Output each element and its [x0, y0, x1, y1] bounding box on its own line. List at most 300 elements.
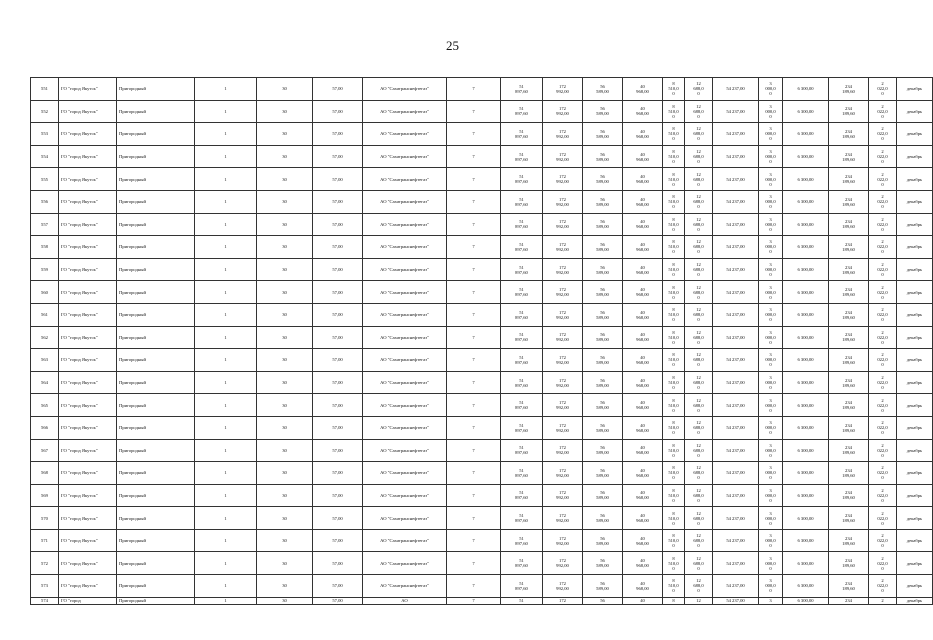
- table-cell-col10: 56 589,00: [583, 326, 623, 349]
- table-cell-col1: ГО "город Якутск": [59, 394, 117, 417]
- table-cell-col16: 6 300,00: [783, 439, 829, 462]
- table-cell-col16: 6 300,00: [783, 529, 829, 552]
- table-cell-col2: Пригородный: [117, 439, 195, 462]
- table-cell-col9: 172 992,00: [543, 78, 583, 101]
- table-cell-col12: 8 510,0 0: [663, 100, 685, 123]
- table-cell-col1: ГО "город Якутск": [59, 462, 117, 485]
- table-cell-col10: 56 589,00: [583, 394, 623, 417]
- table-cell-col13: 12 688,0 0: [685, 145, 713, 168]
- table-cell-col2: Пригородный: [117, 507, 195, 530]
- table-cell-col19: декабрь: [897, 281, 933, 304]
- row-number: 566: [31, 416, 59, 439]
- table-cell-col18: 2 022,0 0: [869, 484, 897, 507]
- table-cell-col6: АО "Сахатранснефтегаз": [363, 100, 447, 123]
- table-cell-col3: 1: [195, 303, 257, 326]
- table-cell-col4: 30: [257, 145, 313, 168]
- table-cell-col10: 56 589,00: [583, 213, 623, 236]
- table-cell-col19: декабрь: [897, 145, 933, 168]
- table-cell-col16: 6 300,00: [783, 462, 829, 485]
- table-cell-col11: 40 968,00: [623, 349, 663, 372]
- table-cell-col9: 172 992,00: [543, 394, 583, 417]
- table-cell-col9: 172 992,00: [543, 190, 583, 213]
- table-cell-col2: Пригородный: [117, 326, 195, 349]
- table-cell-col1: ГО "город Якутск": [59, 190, 117, 213]
- table-cell-col9: 172 992,00: [543, 236, 583, 259]
- table-cell-col12: 8 510,0 0: [663, 462, 685, 485]
- table-cell-col8: 51 897,60: [501, 394, 543, 417]
- table-cell-col14: 54 237,00: [713, 145, 759, 168]
- table-cell-col15: 3 000,0 0: [759, 123, 783, 146]
- table-cell-col12: 8 510,0 0: [663, 394, 685, 417]
- table-cell-col6: АО "Сахатранснефтегаз": [363, 349, 447, 372]
- table-cell-col5: 57,00: [313, 597, 363, 604]
- table-cell-col19: декабрь: [897, 326, 933, 349]
- table-cell-col1: ГО "город Якутск": [59, 123, 117, 146]
- table-cell-col8: 51 897,60: [501, 439, 543, 462]
- table-cell-col5: 57,00: [313, 529, 363, 552]
- table-cell-col3: 1: [195, 78, 257, 101]
- table-cell-col5: 57,00: [313, 281, 363, 304]
- table-cell-col2: Пригородный: [117, 552, 195, 575]
- table-cell-col16: 6 300,00: [783, 190, 829, 213]
- table-cell-col9: 172 992,00: [543, 529, 583, 552]
- table-cell-col8: 51 897,60: [501, 575, 543, 598]
- table-row: [31, 462, 933, 485]
- table-cell-col11: 40 968,00: [623, 507, 663, 530]
- table-cell-col4: 30: [257, 439, 313, 462]
- table-cell-col16: 6 300,00: [783, 168, 829, 191]
- table-cell-col11: 40 968,00: [623, 78, 663, 101]
- table-cell-col9: 172 992,00: [543, 213, 583, 236]
- table-cell-col9: 172 992,00: [543, 281, 583, 304]
- table-cell-col12: 8 510,0 0: [663, 349, 685, 372]
- table-row: [31, 123, 933, 146]
- table-row: [31, 394, 933, 417]
- table-cell-col16: 6 300,00: [783, 575, 829, 598]
- table-cell-col18: 2 022,0 0: [869, 123, 897, 146]
- table-cell-col18: 2 022,0 0: [869, 78, 897, 101]
- table-cell-col11: 40 968,00: [623, 326, 663, 349]
- row-number: 570: [31, 507, 59, 530]
- table-cell-col12: 8 510,0 0: [663, 303, 685, 326]
- table-cell-col2: Пригородный: [117, 575, 195, 598]
- table-cell-col4: 30: [257, 597, 313, 604]
- table-cell-col4: 30: [257, 123, 313, 146]
- table-cell-col16: 6 300,00: [783, 349, 829, 372]
- table-cell-col5: 57,00: [313, 78, 363, 101]
- table-cell-col17: 234 189,60: [829, 236, 869, 259]
- table-cell-col15: 3 000,0 0: [759, 303, 783, 326]
- table-cell-col6: АО "Сахатранснефтегаз": [363, 145, 447, 168]
- table-cell-col3: 1: [195, 213, 257, 236]
- table-cell-col6: АО "Сахатранснефтегаз": [363, 123, 447, 146]
- table-cell-col8: 51 897,60: [501, 349, 543, 372]
- table-cell-col5: 57,00: [313, 394, 363, 417]
- row-number: 555: [31, 168, 59, 191]
- table-cell-col19: декабрь: [897, 575, 933, 598]
- table-cell-col5: 57,00: [313, 168, 363, 191]
- table-cell-col19: декабрь: [897, 258, 933, 281]
- table-cell-col2: Пригородный: [117, 371, 195, 394]
- table-cell-col18: 2 022,0 0: [869, 439, 897, 462]
- table-row: [31, 529, 933, 552]
- table-cell-col10: 56 589,00: [583, 462, 623, 485]
- table-cell-col15: 3: [759, 597, 783, 604]
- table-cell-col4: 30: [257, 190, 313, 213]
- table-cell-col3: 1: [195, 529, 257, 552]
- table-cell-col14: 54 237,00: [713, 190, 759, 213]
- table-cell-col11: 40 968,00: [623, 123, 663, 146]
- table-cell-col8: 51 897,60: [501, 236, 543, 259]
- table-cell-col17: 234 189,60: [829, 529, 869, 552]
- table-cell-col10: 56 589,00: [583, 145, 623, 168]
- table-cell-col4: 30: [257, 326, 313, 349]
- row-number: 572: [31, 552, 59, 575]
- table-cell-col3: 1: [195, 597, 257, 604]
- table-cell-col14: 54 237,00: [713, 168, 759, 191]
- table-cell-col7: 7: [447, 281, 501, 304]
- table-cell-col11: 40 968,00: [623, 575, 663, 598]
- table-cell-col5: 57,00: [313, 145, 363, 168]
- table-cell-col7: 7: [447, 258, 501, 281]
- table-cell-col1: ГО "город Якутск": [59, 484, 117, 507]
- table-cell-col2: Пригородный: [117, 416, 195, 439]
- table-cell-col15: 3 000,0 0: [759, 213, 783, 236]
- table-cell-col15: 3 000,0 0: [759, 168, 783, 191]
- table-cell-col17: 234 189,60: [829, 303, 869, 326]
- table-cell-col19: декабрь: [897, 213, 933, 236]
- table-row: [31, 258, 933, 281]
- table-cell-col16: 6 300,00: [783, 281, 829, 304]
- table-cell-col11: 40 968,00: [623, 236, 663, 259]
- table-cell-col14: 54 237,00: [713, 236, 759, 259]
- table-cell-col19: декабрь: [897, 507, 933, 530]
- table-cell-col15: 3 000,0 0: [759, 529, 783, 552]
- table-cell-col14: 54 237,00: [713, 326, 759, 349]
- table-cell-col2: Пригородный: [117, 394, 195, 417]
- table-cell-col2: Пригородный: [117, 123, 195, 146]
- table-cell-col3: 1: [195, 371, 257, 394]
- table-cell-col13: 12 688,0 0: [685, 326, 713, 349]
- table-row: [31, 303, 933, 326]
- table-cell-col9: 172 992,00: [543, 507, 583, 530]
- table-cell-col10: 56 589,00: [583, 439, 623, 462]
- table-cell-col15: 3 000,0 0: [759, 552, 783, 575]
- row-number: 559: [31, 258, 59, 281]
- table-cell-col4: 30: [257, 281, 313, 304]
- table-cell-col18: 2 022,0 0: [869, 394, 897, 417]
- table-cell-col16: 6 300,00: [783, 394, 829, 417]
- table-cell-col8: 51 897,60: [501, 168, 543, 191]
- table-cell-col19: декабрь: [897, 100, 933, 123]
- table-cell-col19: декабрь: [897, 168, 933, 191]
- table-cell-col12: 8 510,0 0: [663, 258, 685, 281]
- table-cell-col5: 57,00: [313, 462, 363, 485]
- table-cell-col6: АО "Сахатранснефтегаз": [363, 236, 447, 259]
- table-cell-col7: 7: [447, 190, 501, 213]
- table-cell-col11: 40 968,00: [623, 462, 663, 485]
- table-cell-col11: 40 968,00: [623, 529, 663, 552]
- table-cell-col15: 3 000,0 0: [759, 575, 783, 598]
- table-cell-col6: АО "Сахатранснефтегаз": [363, 190, 447, 213]
- table-cell-col4: 30: [257, 507, 313, 530]
- table-cell-col2: Пригородный: [117, 100, 195, 123]
- table-cell-col17: 234 189,60: [829, 439, 869, 462]
- table-cell-col18: 2 022,0 0: [869, 236, 897, 259]
- row-number: 567: [31, 439, 59, 462]
- table-cell-col17: 234 189,60: [829, 416, 869, 439]
- table-cell-col18: 2 022,0 0: [869, 281, 897, 304]
- table-cell-col11: 40 968,00: [623, 484, 663, 507]
- table-cell-col19: декабрь: [897, 394, 933, 417]
- table-cell-col17: 234 189,60: [829, 371, 869, 394]
- table-cell-col13: 12 688,0 0: [685, 552, 713, 575]
- table-cell-col18: 2 022,0 0: [869, 326, 897, 349]
- table-cell-col14: 54 237,00: [713, 416, 759, 439]
- table-cell-col2: Пригородный: [117, 236, 195, 259]
- table-cell-col16: 6 300,00: [783, 484, 829, 507]
- table-cell-col13: 12 688,0 0: [685, 281, 713, 304]
- table-row: [31, 145, 933, 168]
- table-cell-col14: 54 237,00: [713, 371, 759, 394]
- table-row: [31, 168, 933, 191]
- table-cell-col18: 2 022,0 0: [869, 552, 897, 575]
- table-cell-col5: 57,00: [313, 303, 363, 326]
- table-cell-col1: ГО "город Якутск": [59, 575, 117, 598]
- table-cell-col4: 30: [257, 303, 313, 326]
- table-cell-col9: 172 992,00: [543, 349, 583, 372]
- table-cell-col6: АО "Сахатранснефтегаз": [363, 552, 447, 575]
- table-cell-col3: 1: [195, 507, 257, 530]
- table-cell-col2: Пригородный: [117, 597, 195, 604]
- table-cell-col4: 30: [257, 575, 313, 598]
- page-number: 25: [446, 38, 459, 53]
- row-number: 571: [31, 529, 59, 552]
- table-cell-col16: 6 300,00: [783, 123, 829, 146]
- table-cell-col2: Пригородный: [117, 529, 195, 552]
- table-cell-col16: 6 300,00: [783, 303, 829, 326]
- table-cell-col18: 2 022,0 0: [869, 371, 897, 394]
- table-cell-col13: 12 688,0 0: [685, 78, 713, 101]
- table-cell-col8: 51 897,60: [501, 281, 543, 304]
- table-cell-col14: 54 237,00: [713, 597, 759, 604]
- table-cell-col17: 234 189,60: [829, 552, 869, 575]
- table-cell-col4: 30: [257, 394, 313, 417]
- table-cell-col7: 7: [447, 349, 501, 372]
- table-cell-col4: 30: [257, 236, 313, 259]
- table-cell-col3: 1: [195, 281, 257, 304]
- table-cell-col17: 234 189,60: [829, 575, 869, 598]
- table-cell-col12: 8 510,0 0: [663, 168, 685, 191]
- table-cell-col13: 12 688,0 0: [685, 123, 713, 146]
- table-cell-col9: 172: [543, 597, 583, 604]
- table-cell-col18: 2 022,0 0: [869, 213, 897, 236]
- table-cell-col11: 40 968,00: [623, 371, 663, 394]
- table-cell-col10: 56 589,00: [583, 258, 623, 281]
- table-cell-col7: 7: [447, 575, 501, 598]
- table-cell-col13: 12 688,0 0: [685, 439, 713, 462]
- row-number: 562: [31, 326, 59, 349]
- table-cell-col7: 7: [447, 394, 501, 417]
- table-cell-col10: 56 589,00: [583, 100, 623, 123]
- row-number: 569: [31, 484, 59, 507]
- table-cell-col17: 234 189,60: [829, 326, 869, 349]
- row-number: 558: [31, 236, 59, 259]
- table-cell-col16: 6 300,00: [783, 145, 829, 168]
- table-cell-col15: 3 000,0 0: [759, 439, 783, 462]
- table-cell-col19: декабрь: [897, 303, 933, 326]
- table-cell-col5: 57,00: [313, 326, 363, 349]
- table-cell-col2: Пригородный: [117, 145, 195, 168]
- table-body: [31, 78, 933, 605]
- table-cell-col13: 12 688,0 0: [685, 371, 713, 394]
- table-cell-col18: 2 022,0 0: [869, 349, 897, 372]
- table-cell-col3: 1: [195, 575, 257, 598]
- table-row: [31, 349, 933, 372]
- table-cell-col3: 1: [195, 100, 257, 123]
- table-cell-col7: 7: [447, 145, 501, 168]
- table-row: [31, 213, 933, 236]
- table-cell-col10: 56 589,00: [583, 349, 623, 372]
- table-cell-col16: 6 300,00: [783, 213, 829, 236]
- table-cell-col10: 56 589,00: [583, 190, 623, 213]
- table-cell-col1: ГО "город Якутск": [59, 281, 117, 304]
- table-cell-col1: ГО "город Якутск": [59, 303, 117, 326]
- table-cell-col15: 3 000,0 0: [759, 326, 783, 349]
- table-cell-col1: ГО "город Якутск": [59, 213, 117, 236]
- table-cell-col10: 56 589,00: [583, 575, 623, 598]
- table-cell-col6: АО "Сахатранснефтегаз": [363, 394, 447, 417]
- table-cell-col6: АО "Сахатранснефтегаз": [363, 213, 447, 236]
- table-cell-col13: 12 688,0 0: [685, 484, 713, 507]
- table-row: [31, 100, 933, 123]
- table-cell-col11: 40 968,00: [623, 303, 663, 326]
- table-cell-col1: ГО "город: [59, 597, 117, 604]
- table-cell-col18: 2 022,0 0: [869, 258, 897, 281]
- table-cell-col10: 56 589,00: [583, 371, 623, 394]
- table-cell-col17: 234 189,60: [829, 507, 869, 530]
- table-cell-col11: 40 968,00: [623, 145, 663, 168]
- table-cell-col12: 8 510,0 0: [663, 190, 685, 213]
- table-cell-col9: 172 992,00: [543, 575, 583, 598]
- table-cell-col11: 40 968,00: [623, 394, 663, 417]
- table-cell-col14: 54 237,00: [713, 100, 759, 123]
- table-cell-col16: 6 300,00: [783, 371, 829, 394]
- table-cell-col6: АО "Сахатранснефтегаз": [363, 575, 447, 598]
- table-cell-col1: ГО "город Якутск": [59, 168, 117, 191]
- table-cell-col15: 3 000,0 0: [759, 371, 783, 394]
- table-cell-col8: 51 897,60: [501, 145, 543, 168]
- table-cell-col8: 51 897,60: [501, 371, 543, 394]
- row-number: 556: [31, 190, 59, 213]
- table-cell-col8: 51 897,60: [501, 484, 543, 507]
- table-cell-col2: Пригородный: [117, 484, 195, 507]
- table-cell-col14: 54 237,00: [713, 529, 759, 552]
- table-cell-col6: АО "Сахатранснефтегаз": [363, 168, 447, 191]
- table-cell-col9: 172 992,00: [543, 439, 583, 462]
- table-cell-col10: 56: [583, 597, 623, 604]
- table-cell-col19: декабрь: [897, 78, 933, 101]
- table-cell-col15: 3 000,0 0: [759, 394, 783, 417]
- table-cell-col16: 6 300,00: [783, 258, 829, 281]
- table-cell-col9: 172 992,00: [543, 100, 583, 123]
- table-cell-col4: 30: [257, 552, 313, 575]
- table-cell-col17: 234 189,60: [829, 100, 869, 123]
- table-cell-col18: 2 022,0 0: [869, 575, 897, 598]
- table-cell-col14: 54 237,00: [713, 439, 759, 462]
- table-cell-col17: 234 189,60: [829, 484, 869, 507]
- table-cell-col17: 234 189,60: [829, 462, 869, 485]
- table-cell-col15: 3 000,0 0: [759, 236, 783, 259]
- table-cell-col4: 30: [257, 258, 313, 281]
- table-cell-col19: декабрь: [897, 371, 933, 394]
- table-cell-col10: 56 589,00: [583, 507, 623, 530]
- table-cell-col7: 7: [447, 552, 501, 575]
- table-cell-col14: 54 237,00: [713, 281, 759, 304]
- table-row: [31, 236, 933, 259]
- table-cell-col14: 54 237,00: [713, 258, 759, 281]
- table-cell-col11: 40 968,00: [623, 168, 663, 191]
- table-cell-col11: 40 968,00: [623, 416, 663, 439]
- table-cell-col13: 12 688,0 0: [685, 213, 713, 236]
- table-cell-col5: 57,00: [313, 349, 363, 372]
- row-number: 554: [31, 145, 59, 168]
- table-cell-col17: 234 189,60: [829, 349, 869, 372]
- table-cell-col3: 1: [195, 552, 257, 575]
- table-cell-col6: АО "Сахатранснефтегаз": [363, 416, 447, 439]
- row-number: 573: [31, 575, 59, 598]
- table-cell-col8: 51 897,60: [501, 258, 543, 281]
- table-cell-col5: 57,00: [313, 258, 363, 281]
- table-cell-col10: 56 589,00: [583, 281, 623, 304]
- table-cell-col8: 51: [501, 597, 543, 604]
- row-number: 552: [31, 100, 59, 123]
- table-cell-col1: ГО "город Якутск": [59, 439, 117, 462]
- table-row: [31, 281, 933, 304]
- table-cell-col3: 1: [195, 484, 257, 507]
- table-cell-col4: 30: [257, 100, 313, 123]
- table-cell-col16: 6 300,00: [783, 236, 829, 259]
- data-table: [30, 77, 933, 605]
- table-cell-col7: 7: [447, 462, 501, 485]
- table-cell-col11: 40 968,00: [623, 281, 663, 304]
- table-cell-col9: 172 992,00: [543, 416, 583, 439]
- table-cell-col13: 12 688,0 0: [685, 575, 713, 598]
- row-number: 574: [31, 597, 59, 604]
- table-cell-col19: декабрь: [897, 529, 933, 552]
- table-row: [31, 484, 933, 507]
- row-number: 565: [31, 394, 59, 417]
- table-cell-col18: 2 022,0 0: [869, 100, 897, 123]
- table-cell-col16: 6 300,00: [783, 78, 829, 101]
- table-cell-col14: 54 237,00: [713, 507, 759, 530]
- table-cell-col6: АО: [363, 597, 447, 604]
- table-cell-col7: 7: [447, 484, 501, 507]
- table-cell-col16: 6 300,00: [783, 597, 829, 604]
- table-cell-col15: 3 000,0 0: [759, 78, 783, 101]
- table-cell-col8: 51 897,60: [501, 303, 543, 326]
- table-cell-col8: 51 897,60: [501, 416, 543, 439]
- table-cell-col15: 3 000,0 0: [759, 100, 783, 123]
- table-cell-col18: 2: [869, 597, 897, 604]
- table-cell-col15: 3 000,0 0: [759, 349, 783, 372]
- table-cell-col8: 51 897,60: [501, 123, 543, 146]
- table-cell-col8: 51 897,60: [501, 462, 543, 485]
- table-cell-col12: 8: [663, 597, 685, 604]
- table-cell-col1: ГО "город Якутск": [59, 258, 117, 281]
- table-cell-col6: АО "Сахатранснефтегаз": [363, 529, 447, 552]
- table-cell-col18: 2 022,0 0: [869, 416, 897, 439]
